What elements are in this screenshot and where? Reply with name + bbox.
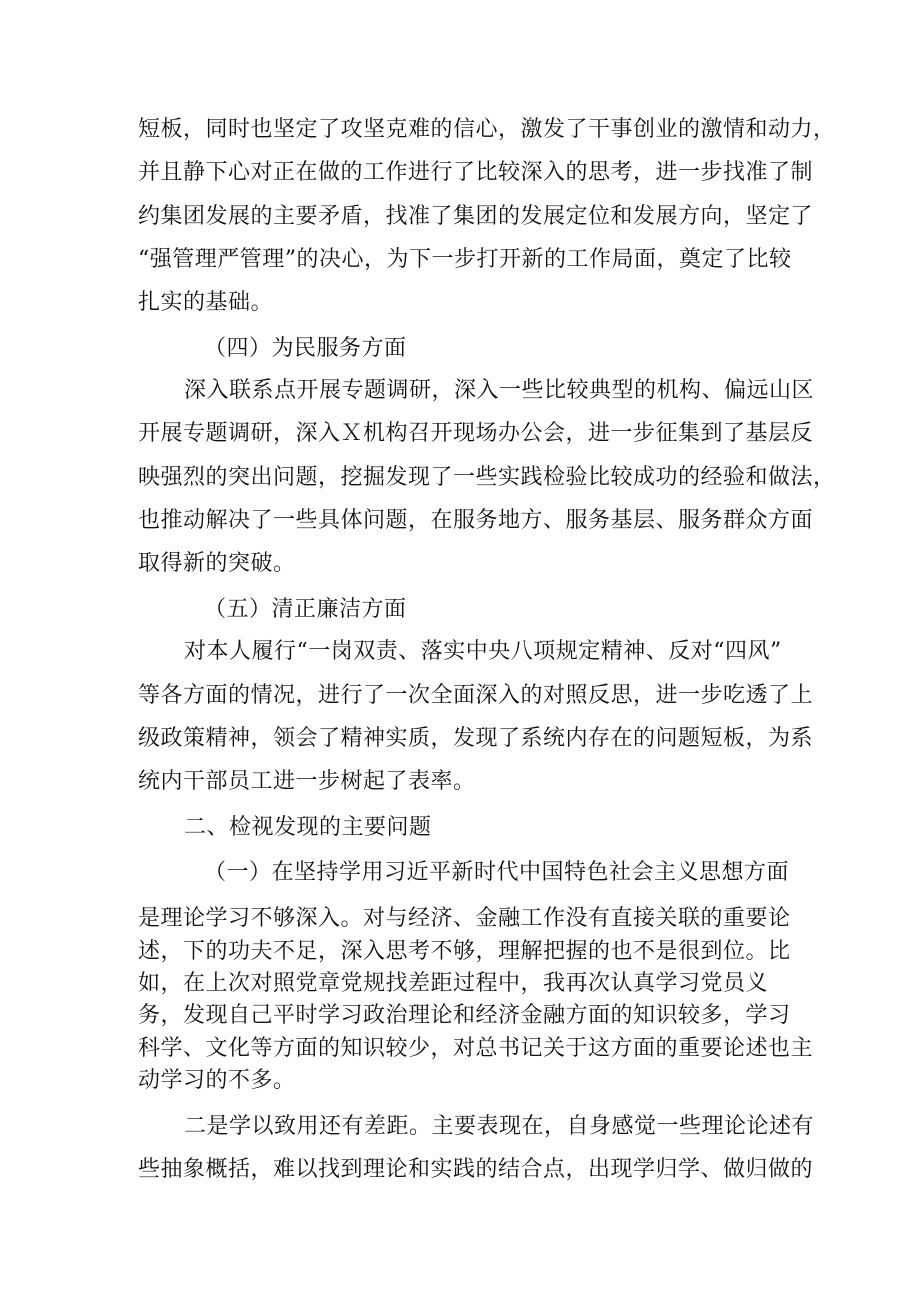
paragraph-line: 些抽象概括，难以找到理论和实践的结合点，出现学归学、做归做的 [138,1157,814,1182]
paragraph-line: “强管理严管理”的决心，为下一步打开新的工作局面，奠定了比较 [138,247,792,272]
paragraph-line: 短板，同时也坚定了攻坚克难的信心，激发了干事创业的激情和动力， [138,117,836,142]
section-heading: （一）在坚持学用习近平新时代中国特色社会主义思想方面 [204,860,790,885]
paragraph-line: 级政策精神，领会了精神实质，发现了系统内存在的问题短板，为系 [138,726,814,751]
paragraph-line: 如，在上次对照党章党规找差距过程中，我再次认真学习党员义 [138,971,769,996]
paragraph-line: 科学、文化等方面的知识较少，对总书记关于这方面的重要论述也主 [138,1036,814,1061]
paragraph-line: 述，下的功夫不足，深入思考不够，理解把握的也不是很到位。比 [138,939,791,964]
paragraph-line: 等各方面的情况，进行了一次全面深入的对照反思，进一步吃透了上 [138,683,814,708]
paragraph-line: 统内干部员工进一步树起了表率。 [138,769,476,794]
paragraph-line: 对本人履行“一岗双责、落实中央八项规定精神、反对“四风” [184,639,782,664]
paragraph-line: 是理论学习不够深入。对与经济、金融工作没有直接关联的重要论 [138,906,791,931]
paragraph-line: 也推动解决了一些具体问题，在服务地方、服务基层、服务群众方面 [138,508,814,533]
section-heading: （五）清正廉洁方面 [204,597,407,622]
paragraph-line: 并且静下心对正在做的工作进行了比较深入的思考，进一步找准了制 [138,160,814,185]
paragraph-line: 开展专题调研，深入Ｘ机构召开现场办公会，进一步征集到了基层反 [138,421,814,446]
paragraph-line: 动学习的不多。 [138,1068,296,1093]
section-heading: （四）为民服务方面 [204,336,407,361]
paragraph-line: 取得新的突破。 [138,551,296,576]
paragraph-line: 映强烈的突出问题，挖掘发现了一些实践检验比较成功的经验和做法， [138,465,836,490]
paragraph-line: 二是学以致用还有差距。主要表现在，自身感觉一些理论论述有 [184,1114,815,1139]
paragraph-line: 约集团发展的主要矛盾，找准了集团的发展定位和发展方向，坚定了 [138,204,814,229]
paragraph-line: 深入联系点开展专题调研，深入一些比较典型的机构、偏远山区 [184,378,815,403]
paragraph-line: 扎实的基础。 [138,290,274,315]
part-heading: 二、检视发现的主要问题 [184,815,432,840]
paragraph-line: 务，发现自己平时学习政治理论和经济金融方面的知识较多，学习 [138,1003,791,1028]
